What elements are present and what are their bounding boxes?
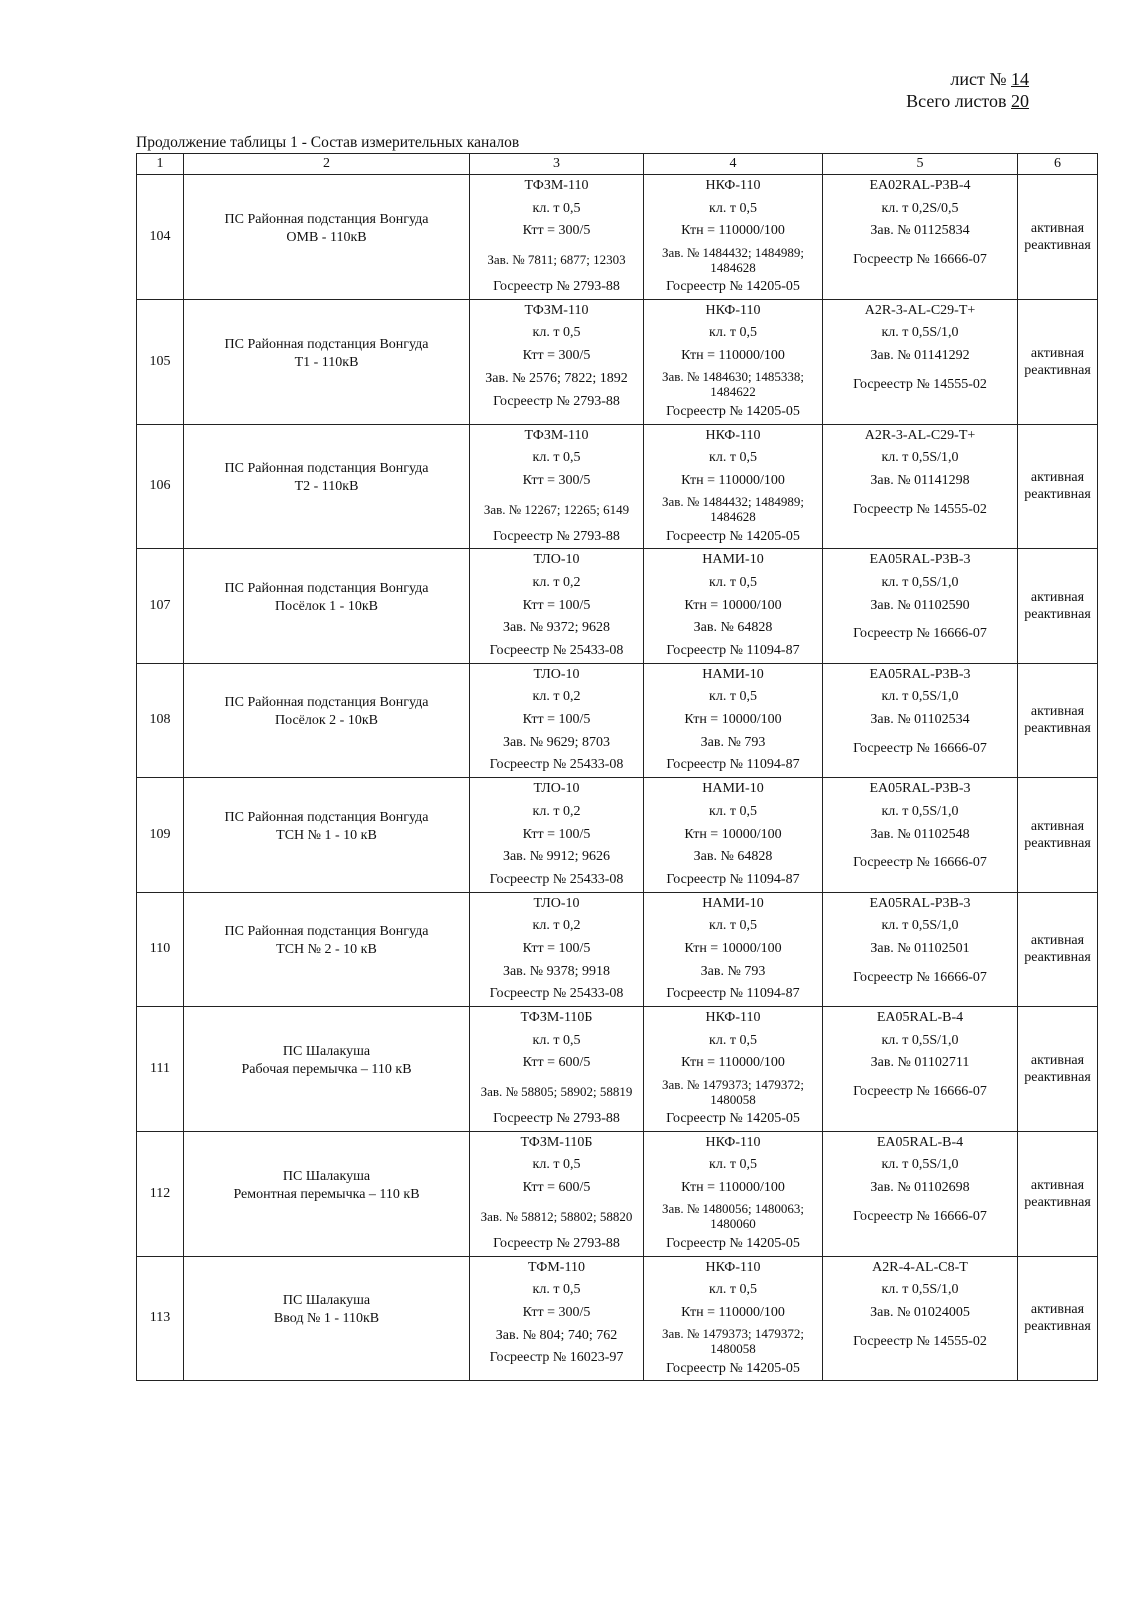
meter-accuracy-class: кл. т 0,5S/1,0	[881, 325, 959, 341]
tt-model: ТФМ-110	[528, 1259, 585, 1275]
voltage-transformer-cell	[644, 1131, 823, 1256]
meter-accuracy-class: кл. т 0,5S/1,0	[881, 1157, 959, 1173]
tt-serial-numbers: Зав. № 9378; 9918	[502, 963, 611, 979]
meter-registry-number: Госреестр № 16666-07	[853, 1084, 987, 1100]
tt-model: ТФЗМ-110	[524, 427, 589, 443]
meter-registry-number: Госреестр № 16666-07	[853, 740, 987, 756]
meter-serial-number: Зав. № 01125834	[870, 223, 970, 239]
table-header	[137, 154, 1098, 175]
energy-type-active: активная	[1030, 1177, 1085, 1193]
current-transformer-cell	[470, 663, 644, 777]
channel-number: 112	[137, 1131, 184, 1256]
energy-type-reactive: реактивная	[1024, 950, 1091, 966]
substation-name: ПС Районная подстанция Вонгуда	[224, 461, 429, 477]
meter-accuracy-class: кл. т 0,2S/0,5	[881, 200, 959, 216]
meter-serial-number: Зав. № 01141298	[870, 472, 970, 488]
tn-accuracy-class: кл. т 0,5	[709, 803, 757, 819]
tn-serial-numbers	[644, 1075, 822, 1108]
substation-name: ПС Районная подстанция Вонгуда	[224, 809, 429, 825]
energy-type-active: активная	[1030, 1052, 1085, 1068]
tt-accuracy-class: кл. т 0,2	[532, 803, 581, 819]
tt-ratio: Ктт = 100/5	[522, 940, 591, 956]
connection-name	[184, 892, 470, 1006]
meter-cell	[823, 1131, 1018, 1256]
table-caption: Продолжение таблицы 1 - Состав измерительных каналов	[136, 134, 520, 151]
tn-ratio: Ктн = 110000/100	[681, 1055, 785, 1071]
meter-registry-number: Госреестр № 16666-07	[853, 855, 987, 871]
meter-registry-number: Госреестр № 16666-07	[853, 252, 987, 268]
tt-serial-numbers	[470, 1200, 643, 1233]
energy-type-cell	[1018, 1256, 1098, 1381]
meter-registry-number: Госреестр № 14555-02	[853, 376, 987, 392]
tn-accuracy-class: кл. т 0,5	[709, 1032, 757, 1048]
tt-accuracy-class: кл. т 0,5	[532, 325, 581, 341]
energy-type-cell	[1018, 175, 1098, 300]
energy-type-active: активная	[1030, 220, 1085, 236]
feeder-name: Рабочая перемычка – 110 кВ	[241, 1061, 412, 1077]
energy-type-cell	[1018, 1007, 1098, 1132]
energy-type-reactive: реактивная	[1024, 721, 1091, 737]
substation-name: ПС Шалакуша	[282, 1293, 371, 1309]
tt-model: ТЛО-10	[533, 552, 580, 568]
meter-cell	[823, 663, 1018, 777]
meter-model: EA05RAL-P3B-3	[869, 552, 971, 568]
channel-number: 107	[137, 549, 184, 663]
tt-ratio: Ктт = 600/5	[522, 1180, 591, 1196]
table-row	[137, 778, 1098, 892]
tt-serial-numbers: Зав. № 9629; 8703	[502, 734, 611, 750]
tt-ratio: Ктт = 300/5	[522, 472, 591, 488]
meter-serial-number: Зав. № 01102698	[870, 1180, 970, 1196]
energy-type-cell	[1018, 778, 1098, 892]
tn-serial-numbers-text: Зав. № 1484432; 1484989; 1484628	[661, 244, 805, 275]
channel-number: 111	[137, 1007, 184, 1132]
channel-number: 110	[137, 892, 184, 1006]
tn-registry-number: Госреестр № 14205-05	[666, 1360, 800, 1376]
tn-accuracy-class: кл. т 0,5	[709, 450, 757, 466]
column-header: 1	[137, 154, 184, 175]
energy-type-active: активная	[1030, 589, 1085, 605]
tt-ratio: Ктт = 300/5	[522, 223, 591, 239]
meter-model: EA02RAL-P3B-4	[869, 178, 971, 193]
tt-registry-number: Госреестр № 2793-88	[493, 279, 620, 295]
channel-number: 109	[137, 778, 184, 892]
tn-serial-numbers	[644, 1325, 822, 1358]
connection-name	[184, 778, 470, 892]
energy-type-reactive: реактивная	[1024, 606, 1091, 622]
tt-registry-number: Госреестр № 25433-08	[489, 986, 624, 1002]
voltage-transformer-cell	[644, 1256, 823, 1381]
energy-type-cell	[1018, 892, 1098, 1006]
meter-model: A2R-3-AL-C29-T+	[864, 427, 976, 443]
current-transformer-cell	[470, 1131, 644, 1256]
sheet-number-line	[906, 68, 1029, 90]
tt-accuracy-class: кл. т 0,5	[532, 1157, 581, 1173]
tn-serial-numbers	[644, 1200, 822, 1233]
channel-number: 105	[137, 299, 184, 424]
tt-ratio: Ктт = 600/5	[522, 1055, 591, 1071]
column-header: 4	[644, 154, 823, 175]
meter-serial-number: Зав. № 01102590	[870, 597, 970, 613]
energy-type-cell	[1018, 424, 1098, 549]
voltage-transformer-cell	[644, 892, 823, 1006]
tn-accuracy-class: кл. т 0,5	[709, 200, 757, 216]
substation-name: ПС Районная подстанция Вонгуда	[224, 695, 429, 711]
tn-ratio: Ктн = 110000/100	[681, 223, 785, 239]
meter-accuracy-class: кл. т 0,5S/1,0	[881, 689, 959, 705]
voltage-transformer-cell	[644, 549, 823, 663]
feeder-name: ОМВ - 110кВ	[286, 229, 367, 245]
voltage-transformer-cell	[644, 424, 823, 549]
feeder-name: Посёлок 2 - 10кВ	[275, 713, 378, 729]
header-row	[137, 154, 1098, 175]
tn-accuracy-class: кл. т 0,5	[709, 574, 757, 590]
tt-registry-number: Госреестр № 2793-88	[493, 1235, 620, 1251]
tt-model: ТФЗМ-110Б	[520, 1134, 593, 1150]
tn-ratio: Ктн = 110000/100	[681, 472, 785, 488]
tn-registry-number: Госреестр № 11094-87	[666, 643, 800, 658]
tn-registry-number: Госреестр № 11094-87	[666, 986, 800, 1002]
column-header: 6	[1018, 154, 1098, 175]
tt-ratio: Ктт = 300/5	[522, 1304, 591, 1320]
substation-name: ПС Районная подстанция Вонгуда	[224, 336, 429, 352]
tn-serial-numbers	[644, 493, 822, 526]
total-sheets-label: Всего листов	[906, 91, 1007, 111]
tn-serial-numbers-text: Зав. № 1484432; 1484989; 1484628	[661, 494, 805, 525]
tn-model: НАМИ-10	[702, 666, 764, 682]
feeder-name: Т1 - 110кВ	[294, 354, 359, 370]
tt-accuracy-class: кл. т 0,2	[532, 574, 581, 590]
tt-registry-number: Госреестр № 25433-08	[489, 757, 624, 773]
tt-model: ТЛО-10	[533, 895, 580, 911]
tn-ratio: Ктн = 10000/100	[684, 826, 782, 842]
tt-serial-numbers	[470, 243, 643, 276]
voltage-transformer-cell	[644, 663, 823, 777]
energy-type-reactive: реактивная	[1024, 1194, 1091, 1210]
tn-serial-numbers-text: Зав. № 1484630; 1485338; 1484622	[661, 369, 805, 400]
current-transformer-cell	[470, 299, 644, 424]
meter-accuracy-class: кл. т 0,5S/1,0	[881, 1032, 959, 1048]
meter-model: EA05RAL-P3B-3	[869, 895, 971, 911]
tn-model: НКФ-110	[705, 178, 761, 193]
feeder-name: Посёлок 1 - 10кВ	[275, 598, 378, 614]
current-transformer-cell	[470, 1007, 644, 1132]
tn-accuracy-class: кл. т 0,5	[709, 325, 757, 341]
tn-accuracy-class: кл. т 0,5	[709, 1157, 757, 1173]
meter-model: A2R-3-AL-C29-T+	[864, 302, 976, 318]
voltage-transformer-cell	[644, 1007, 823, 1132]
energy-type-reactive: реактивная	[1024, 237, 1091, 253]
tt-registry-number: Госреестр № 16023-97	[489, 1350, 624, 1366]
meter-model: EA05RAL-B-4	[876, 1010, 964, 1025]
tt-serial-numbers-text: Зав. № 7811; 6877; 12303	[487, 252, 626, 268]
tn-model: НАМИ-10	[702, 781, 764, 797]
connection-name	[184, 424, 470, 549]
table-row	[137, 175, 1098, 300]
connection-name	[184, 1007, 470, 1132]
connection-name	[184, 1131, 470, 1256]
sheet-label: лист №	[950, 69, 1007, 89]
meter-accuracy-class: кл. т 0,5S/1,0	[881, 803, 959, 819]
energy-type-cell	[1018, 1131, 1098, 1256]
meter-accuracy-class: кл. т 0,5S/1,0	[881, 1282, 959, 1298]
tn-serial-numbers: Зав. № 64828	[693, 620, 773, 636]
table-row	[137, 1131, 1098, 1256]
channel-number: 106	[137, 424, 184, 549]
tt-serial-numbers: Зав. № 804; 740; 762	[495, 1327, 618, 1343]
energy-type-active: активная	[1030, 470, 1085, 486]
column-header: 3	[470, 154, 644, 175]
tt-serial-numbers: Зав. № 2576; 7822; 1892	[485, 370, 628, 386]
tn-accuracy-class: кл. т 0,5	[709, 918, 757, 934]
tn-registry-number: Госреестр № 14205-05	[666, 1235, 800, 1251]
voltage-transformer-cell	[644, 299, 823, 424]
channel-number: 113	[137, 1256, 184, 1381]
tn-serial-numbers	[644, 243, 822, 276]
tn-model: НКФ-110	[705, 1259, 761, 1275]
measurement-channels-table	[136, 153, 1098, 1381]
tn-accuracy-class: кл. т 0,5	[709, 1282, 757, 1298]
tn-model: НКФ-110	[705, 427, 761, 443]
tn-ratio: Ктн = 110000/100	[681, 1180, 785, 1196]
energy-type-reactive: реактивная	[1024, 362, 1091, 378]
table-row	[137, 299, 1098, 424]
tn-registry-number: Госреестр № 14205-05	[666, 528, 800, 544]
meter-cell	[823, 1256, 1018, 1381]
meter-model: EA05RAL-P3B-3	[869, 666, 971, 682]
tn-serial-numbers: Зав. № 793	[700, 963, 766, 979]
tn-model: НАМИ-10	[702, 552, 764, 568]
sheet-number: 14	[1011, 69, 1029, 89]
tt-serial-numbers-text: Зав. № 12267; 12265; 6149	[483, 501, 630, 517]
tn-serial-numbers: Зав. № 64828	[693, 849, 773, 865]
tt-serial-numbers-text: Зав. № 58805; 58902; 58819	[480, 1084, 633, 1100]
tt-registry-number: Госреестр № 2793-88	[493, 528, 620, 544]
current-transformer-cell	[470, 1256, 644, 1381]
substation-name: ПС Районная подстанция Вонгуда	[224, 580, 429, 596]
current-transformer-cell	[470, 892, 644, 1006]
tt-accuracy-class: кл. т 0,2	[532, 689, 581, 705]
column-header: 5	[823, 154, 1018, 175]
connection-name	[184, 663, 470, 777]
tt-ratio: Ктт = 100/5	[522, 826, 591, 842]
meter-serial-number: Зав. № 01102501	[870, 940, 970, 956]
tt-accuracy-class: кл. т 0,5	[532, 200, 581, 216]
energy-type-active: активная	[1030, 818, 1085, 834]
energy-type-active: активная	[1030, 1302, 1085, 1318]
page-header	[906, 68, 1029, 112]
meter-registry-number: Госреестр № 16666-07	[853, 1208, 987, 1224]
energy-type-reactive: реактивная	[1024, 1069, 1091, 1085]
meter-cell	[823, 299, 1018, 424]
feeder-name: Ввод № 1 - 110кВ	[273, 1311, 380, 1327]
tt-model: ТЛО-10	[533, 666, 580, 682]
meter-serial-number: Зав. № 01102548	[870, 826, 970, 842]
tt-serial-numbers: Зав. № 9372; 9628	[502, 620, 611, 636]
table-row	[137, 892, 1098, 1006]
tt-accuracy-class: кл. т 0,2	[532, 918, 581, 934]
meter-model: A2R-4-AL-C8-T	[872, 1259, 968, 1275]
total-sheets-line	[906, 90, 1029, 112]
column-header: 2	[184, 154, 470, 175]
energy-type-active: активная	[1030, 704, 1085, 720]
feeder-name: Т2 - 110кВ	[294, 479, 359, 495]
meter-cell	[823, 892, 1018, 1006]
total-sheets-number: 20	[1011, 91, 1029, 111]
voltage-transformer-cell	[644, 778, 823, 892]
current-transformer-cell	[470, 549, 644, 663]
energy-type-cell	[1018, 549, 1098, 663]
meter-model: EA05RAL-P3B-3	[869, 781, 971, 797]
energy-type-active: активная	[1030, 933, 1085, 949]
table-body	[137, 175, 1098, 1381]
tt-serial-numbers	[470, 493, 643, 526]
feeder-name: ТСН № 1 - 10 кВ	[276, 827, 377, 843]
feeder-name: Ремонтная перемычка – 110 кВ	[233, 1186, 420, 1202]
current-transformer-cell	[470, 778, 644, 892]
energy-type-cell	[1018, 663, 1098, 777]
energy-type-cell	[1018, 299, 1098, 424]
meter-accuracy-class: кл. т 0,5S/1,0	[881, 574, 959, 590]
substation-name: ПС Районная подстанция Вонгуда	[224, 211, 429, 227]
meter-accuracy-class: кл. т 0,5S/1,0	[881, 918, 959, 934]
tt-model: ТФЗМ-110	[524, 178, 589, 193]
meter-cell	[823, 175, 1018, 300]
tn-model: НКФ-110	[705, 302, 761, 318]
table-row	[137, 663, 1098, 777]
energy-type-active: активная	[1030, 345, 1085, 361]
meter-registry-number: Госреестр № 14555-02	[853, 1333, 987, 1349]
table-row	[137, 1007, 1098, 1132]
meter-serial-number: Зав. № 01024005	[870, 1304, 970, 1320]
tn-serial-numbers-text: Зав. № 1480056; 1480063; 1480060	[661, 1201, 805, 1232]
tt-model: ТЛО-10	[533, 781, 580, 797]
current-transformer-cell	[470, 175, 644, 300]
meter-serial-number: Зав. № 01141292	[870, 348, 970, 364]
tt-model: ТФЗМ-110Б	[520, 1010, 593, 1025]
tn-registry-number: Госреестр № 14205-05	[666, 403, 800, 419]
table-row	[137, 1256, 1098, 1381]
table-row	[137, 549, 1098, 663]
connection-name	[184, 175, 470, 300]
connection-name	[184, 299, 470, 424]
tn-ratio: Ктн = 10000/100	[684, 712, 782, 728]
meter-accuracy-class: кл. т 0,5S/1,0	[881, 450, 959, 466]
tn-registry-number: Госреестр № 14205-05	[666, 1111, 800, 1127]
meter-model: EA05RAL-B-4	[876, 1134, 964, 1150]
meter-registry-number: Госреестр № 16666-07	[853, 969, 987, 985]
meter-registry-number: Госреестр № 14555-02	[853, 501, 987, 517]
tt-registry-number: Госреестр № 25433-08	[489, 871, 624, 887]
tn-model: НКФ-110	[705, 1010, 761, 1025]
tt-accuracy-class: кл. т 0,5	[532, 1282, 581, 1298]
connection-name	[184, 1256, 470, 1381]
energy-type-reactive: реактивная	[1024, 835, 1091, 851]
tn-ratio: Ктн = 10000/100	[684, 597, 782, 613]
tt-serial-numbers: Зав. № 9912; 9626	[502, 849, 611, 865]
tn-serial-numbers-text: Зав. № 1479373; 1479372; 1480058	[661, 1326, 805, 1357]
channel-number: 104	[137, 175, 184, 300]
substation-name: ПС Районная подстанция Вонгуда	[224, 924, 429, 940]
current-transformer-cell	[470, 424, 644, 549]
table-row	[137, 424, 1098, 549]
tt-accuracy-class: кл. т 0,5	[532, 1032, 581, 1048]
tt-serial-numbers-text: Зав. № 58812; 58802; 58820	[480, 1208, 633, 1224]
meter-serial-number: Зав. № 01102534	[870, 712, 970, 728]
tn-registry-number: Госреестр № 11094-87	[666, 757, 800, 773]
tt-ratio: Ктт = 100/5	[522, 712, 591, 728]
tn-serial-numbers: Зав. № 793	[700, 734, 766, 750]
meter-cell	[823, 549, 1018, 663]
energy-type-reactive: реактивная	[1024, 1319, 1091, 1335]
tt-registry-number: Госреестр № 2793-88	[493, 393, 620, 409]
voltage-transformer-cell	[644, 175, 823, 300]
connection-name	[184, 549, 470, 663]
meter-registry-number: Госреестр № 16666-07	[853, 626, 987, 642]
tn-registry-number: Госреестр № 11094-87	[666, 871, 800, 887]
tn-model: НКФ-110	[705, 1134, 761, 1150]
tn-serial-numbers-text: Зав. № 1479373; 1479372; 1480058	[661, 1076, 805, 1107]
tn-registry-number: Госреестр № 14205-05	[666, 279, 800, 295]
tt-registry-number: Госреестр № 2793-88	[493, 1111, 620, 1127]
tt-accuracy-class: кл. т 0,5	[532, 450, 581, 466]
channel-number: 108	[137, 663, 184, 777]
feeder-name: ТСН № 2 - 10 кВ	[276, 942, 377, 958]
meter-serial-number: Зав. № 01102711	[870, 1055, 970, 1071]
tn-serial-numbers	[644, 368, 822, 401]
tt-registry-number: Госреестр № 25433-08	[489, 643, 624, 658]
meter-cell	[823, 1007, 1018, 1132]
tt-ratio: Ктт = 300/5	[522, 348, 591, 364]
tn-ratio: Ктн = 110000/100	[681, 1304, 785, 1320]
substation-name: ПС Шалакуша	[282, 1043, 371, 1059]
meter-cell	[823, 424, 1018, 549]
tt-ratio: Ктт = 100/5	[522, 597, 591, 613]
tn-model: НАМИ-10	[702, 895, 764, 911]
tn-accuracy-class: кл. т 0,5	[709, 689, 757, 705]
tn-ratio: Ктн = 110000/100	[681, 348, 785, 364]
meter-cell	[823, 778, 1018, 892]
tn-ratio: Ктн = 10000/100	[684, 940, 782, 956]
energy-type-reactive: реактивная	[1024, 487, 1091, 503]
substation-name: ПС Шалакуша	[282, 1168, 371, 1184]
tt-model: ТФЗМ-110	[524, 302, 589, 318]
tt-serial-numbers	[470, 1075, 643, 1108]
